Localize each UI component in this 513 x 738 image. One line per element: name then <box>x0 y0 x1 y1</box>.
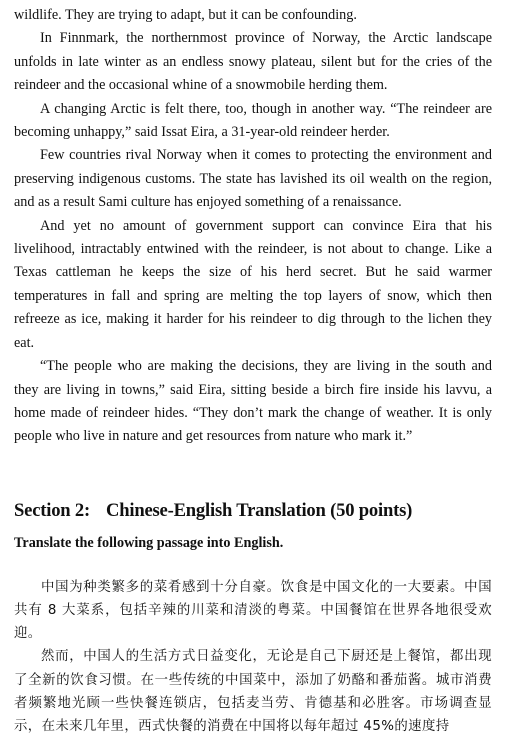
passage-paragraph-4: Few countries rival Norway when it comes to protecting the environment and preserving indigenous customs. The state has lavished its oil wealth on the region, and as a result Sami culture has enjoyed something of a renaissance. <box>14 147 492 211</box>
passage-paragraph-1: wildlife. They are trying to adapt, but it can be confounding. <box>14 7 357 23</box>
chinese-paragraph-1: 中国为种类繁多的菜肴感到十分自豪。饮食是中国文化的一大要素。中国共有 8 大菜系，包括辛辣的川菜和清淡的粤菜。中国餐馆在世界各地很受欢迎。 <box>14 579 492 642</box>
section-heading <box>14 499 492 523</box>
passage-paragraph-3: A changing Arctic is felt there, too, though in another way. “The reindeer are becoming unhappy,” said Issat Eira, a 31-year-old reindeer herder. <box>14 100 492 141</box>
chinese-passage <box>14 576 492 738</box>
section-title: Chinese-English Translation (50 points) <box>105 499 413 521</box>
document-page <box>14 0 492 738</box>
passage-paragraph-2: In Finnmark, the northernmost province of Norway, the Arctic landscape unfolds in late winter as an endless snowy plateau, silent but for the cries of the reindeer and the occasional whine of a snowmobile herding them. <box>14 30 492 94</box>
section-number: Section 2: <box>14 499 90 521</box>
section-instruction: Translate the following passage into English. <box>14 534 284 551</box>
english-passage <box>14 4 492 449</box>
chinese-paragraph-2: 然而，中国人的生活方式日益变化，无论是自己下厨还是上餐馆，都出现了全新的饮食习惯。在一些传统的中国菜中，添加了奶酪和番茄酱。城市消费者频繁地光顾一些快餐连锁店，包括麦当劳、肯德基和必胜客。市场调查显示，在未来几年里，西式快餐的消费在中国将以每年超过 45%的速度持 <box>14 649 492 734</box>
passage-paragraph-5: And yet no amount of government support can convince Eira that his livelihood, intractably entwined with the reindeer, is not about to change. Like a Texas cattleman he keeps the size of his herd secret. But he said warmer temperatures in fall and spring are melting the top layers of snow, which then refreeze as ice, making it harder for his reindeer to dig through to the lichen they eat. <box>14 217 492 351</box>
passage-paragraph-6: “The people who are making the decisions, they are living in the south and they are living in towns,” said Eira, sitting beside a birch fire inside his lavvu, a home made of reindeer hides. “They don’t mark the change of weather. It is only people who live in nature and get resources from nature who mark it.” <box>14 358 492 445</box>
